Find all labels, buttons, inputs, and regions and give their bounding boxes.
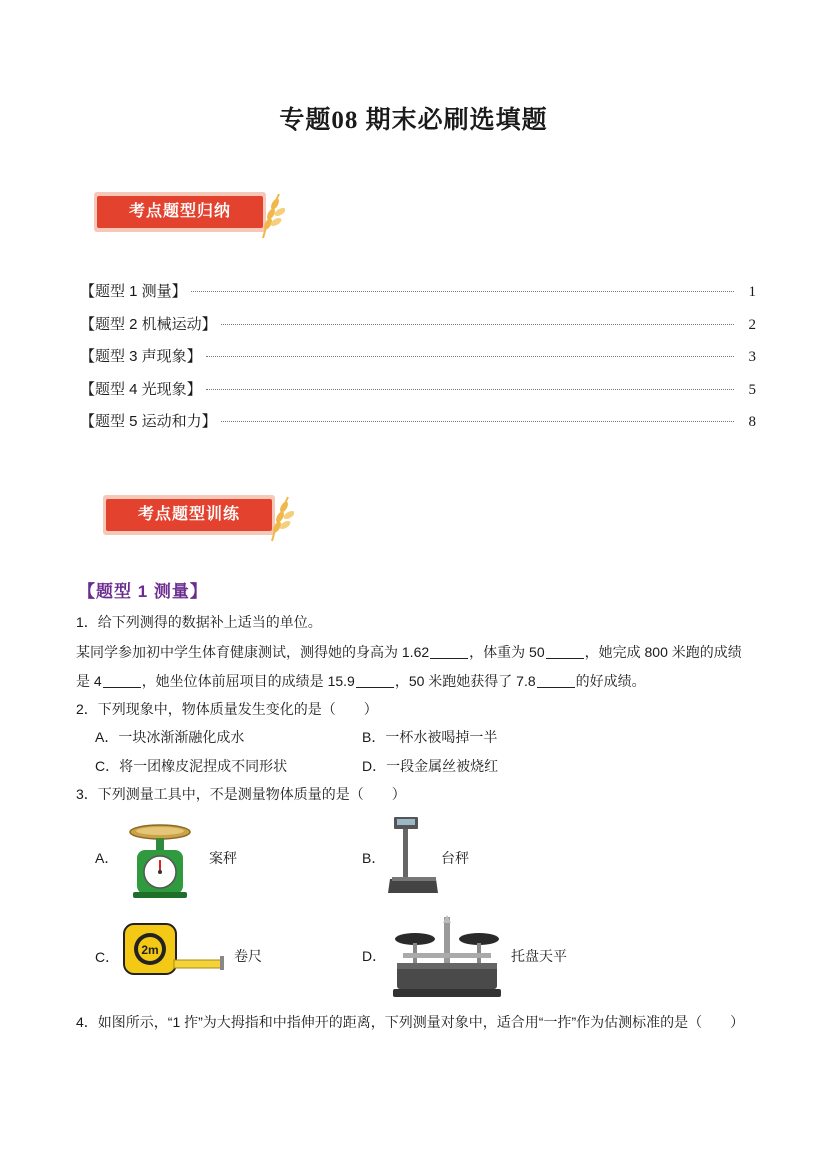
answer-blank[interactable] [356,673,394,688]
wheat-icon [264,493,294,543]
option-b[interactable]: B．一杯水被喝掉一半 [362,729,498,745]
counter-scale-image [125,822,195,905]
option-a[interactable]: A． [95,850,119,866]
banner-label: 考点题型归纳 [128,203,231,220]
option-d-name: 托盘天平 [511,948,567,964]
toc-item[interactable]: 【题型 2 机械运动】 2 [80,315,756,333]
option-b-name: 台秤 [441,850,469,866]
answer-blank[interactable] [546,644,584,659]
toc-item[interactable]: 【题型 1 测量】 1 [80,283,756,300]
page-title: 专题08 期末必刷选填题 [279,107,548,134]
wheat-icon [255,190,285,240]
answer-blank[interactable] [537,673,575,688]
option-c-name: 卷尺 [234,948,262,964]
tray-balance-image [393,913,501,1004]
option-c[interactable]: C． [95,949,120,965]
table-of-contents [80,280,756,443]
tape-measure-image [122,920,228,983]
tape-mark-text: 2m [141,943,159,957]
banner-label: 考点题型训练 [137,506,240,523]
answer-blank[interactable] [103,673,141,688]
option-a[interactable]: A．一块冰渐渐融化成水 [95,729,245,745]
toc-item[interactable]: 【题型 5 运动和力】 8 [80,413,756,430]
question-1-line-2: 是 4 ，她坐位体前屈项目的成绩是 15.9 ，50 米跑她获得了 7.8 的好成绩。 [76,673,646,689]
toc-item[interactable]: 【题型 3 声现象】 3 [80,348,756,365]
question-1-stem: 1．给下列测得的数据补上适当的单位。 [76,614,322,630]
option-d[interactable]: D． [362,948,387,964]
question-4-stem: 4．如图所示，“1 拃”为大拇指和中指伸开的距离，下列测量对象中，适合用“一拃”作为估测标准的是（ ） [76,1014,745,1030]
platform-scale-image [388,815,440,902]
section-banner-summary [97,190,287,234]
option-c[interactable]: C．将一团橡皮泥捏成不同形状 [95,758,288,774]
section-banner-training [106,493,296,537]
section-heading: 【题型 1 测量】 [78,582,208,601]
option-a-name: 案秤 [209,850,237,866]
toc-item[interactable]: 【题型 4 光现象】 5 [80,380,756,398]
question-3-stem: 3．下列测量工具中，不是测量物体质量的是（ ） [76,786,406,802]
answer-blank[interactable] [430,644,468,659]
question-2-stem: 2．下列现象中，物体质量发生变化的是（ ） [76,701,378,717]
option-b[interactable]: B． [362,850,386,866]
option-d[interactable]: D．一段金属丝被烧红 [362,758,499,774]
question-1-line-1: 某同学参加初中学生体育健康测试，测得她的身高为 1.62 ，体重为 50 ，她完成 800 米跑的成绩 [76,644,742,660]
